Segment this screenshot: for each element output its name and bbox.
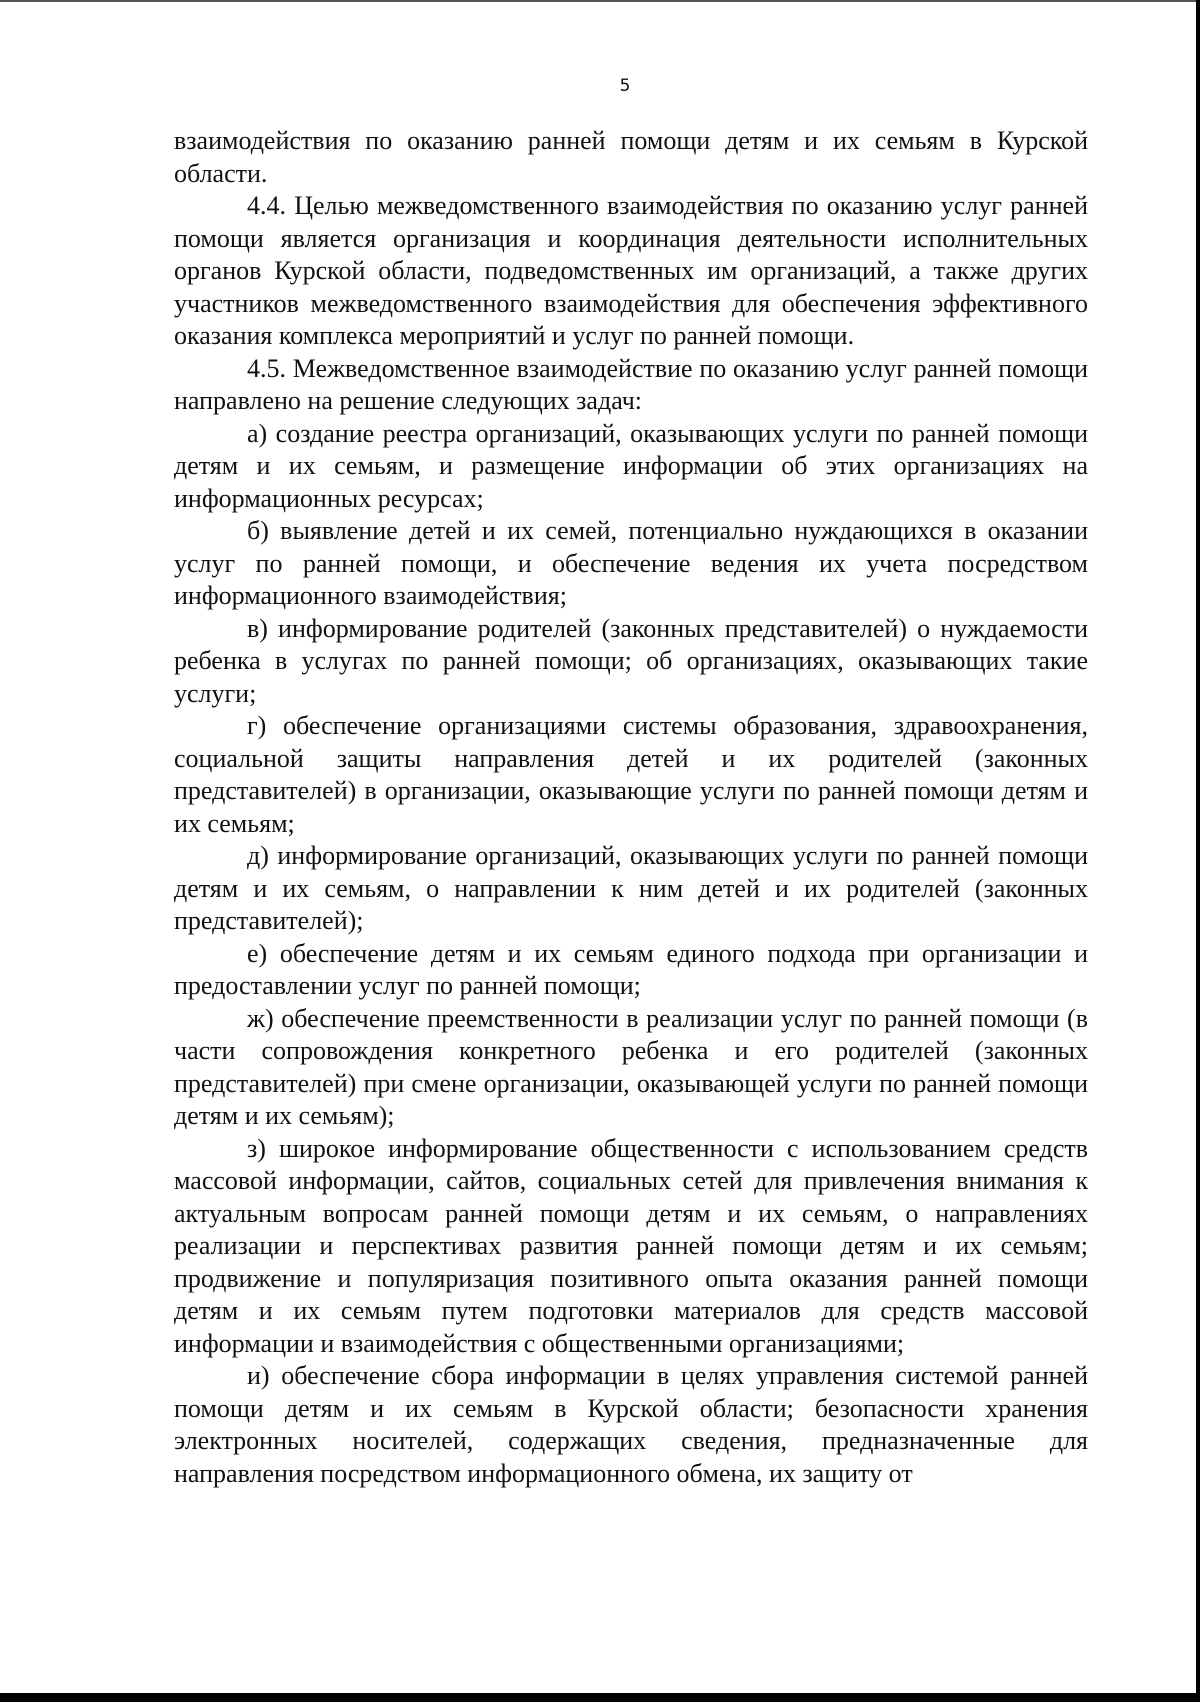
document-body	[174, 125, 1088, 1490]
list-item-i: и) обеспечение сбора информации в целях управления системой ранней помощи детям и их семьям в Курской области; безопасности хранения электронных носителей, содержащих сведения, предназначенные для направления посредством информационного обмена, их защиту от	[174, 1361, 1088, 1488]
paragraph-4-5: 4.5. Межведомственное взаимодействие по оказанию услуг ранней помощи направлено на решение следующих задач:	[174, 353, 1088, 415]
list-item-zh: ж) обеспечение преемственности в реализации услуг по ранней помощи (в части сопровождения конкретного ребенка и его родителей (законных представителей) при смене организации, оказывающей услуги по ранней помощи детям и их семьям);	[174, 1003, 1088, 1130]
scan-top-edge	[0, 0, 1200, 2]
paragraph-continuation: взаимодействия по оказанию ранней помощи детям и их семьям в Курской области.	[174, 126, 1088, 188]
paragraph-4-4: 4.4. Целью межведомственного взаимодействия по оказанию услуг ранней помощи является организация и координация деятельности исполнительных органов Курской области, подведомственных им организаций, а также других участников межведомственного взаимодействия для обеспечения эффективного оказания комплекса мероприятий и услуг по ранней помощи.	[174, 191, 1088, 350]
scan-bottom-border	[0, 1693, 1200, 1702]
list-item-g: г) обеспечение организациями системы образования, здравоохранения, социальной защиты направления детей и их родителей (законных представителей) в организации, оказывающие услуги по ранней помощи детям и их семьям;	[174, 711, 1088, 838]
list-item-v: в) информирование родителей (законных представителей) о нуждаемости ребенка в услугах по ранней помощи; об организациях, оказывающих такие услуги;	[174, 613, 1088, 708]
list-item-a: а) создание реестра организаций, оказывающих услуги по ранней помощи детям и их семьям, и размещение информации об этих организациях на информационных ресурсах;	[174, 418, 1088, 513]
scan-right-border	[1196, 0, 1200, 1702]
list-item-b: б) выявление детей и их семей, потенциально нуждающихся в оказании услуг по ранней помощи, и обеспечение ведения их учета посредством информационного взаимодействия;	[174, 516, 1088, 610]
list-item-z: з) широкое информирование общественности с использованием средств массовой информации, сайтов, социальных сетей для привлечения внимания к актуальным вопросам ранней помощи детям и их семьям, о направлениях реализации и перспективах развития ранней помощи детям и их семьям; продвижение и популяризация позитивного опыта оказания ранней помощи детям и их семьям путем подготовки материалов для средств массовой информации и взаимодействия с общественными организациями;	[174, 1133, 1088, 1358]
list-item-d: д) информирование организаций, оказывающих услуги по ранней помощи детям и их семьям, о направлении к ним детей и их родителей (законных представителей);	[174, 841, 1088, 935]
page-number: 5	[619, 76, 631, 96]
list-item-e: е) обеспечение детям и их семьям единого подхода при организации и предоставлении услуг по ранней помощи;	[174, 938, 1088, 1000]
